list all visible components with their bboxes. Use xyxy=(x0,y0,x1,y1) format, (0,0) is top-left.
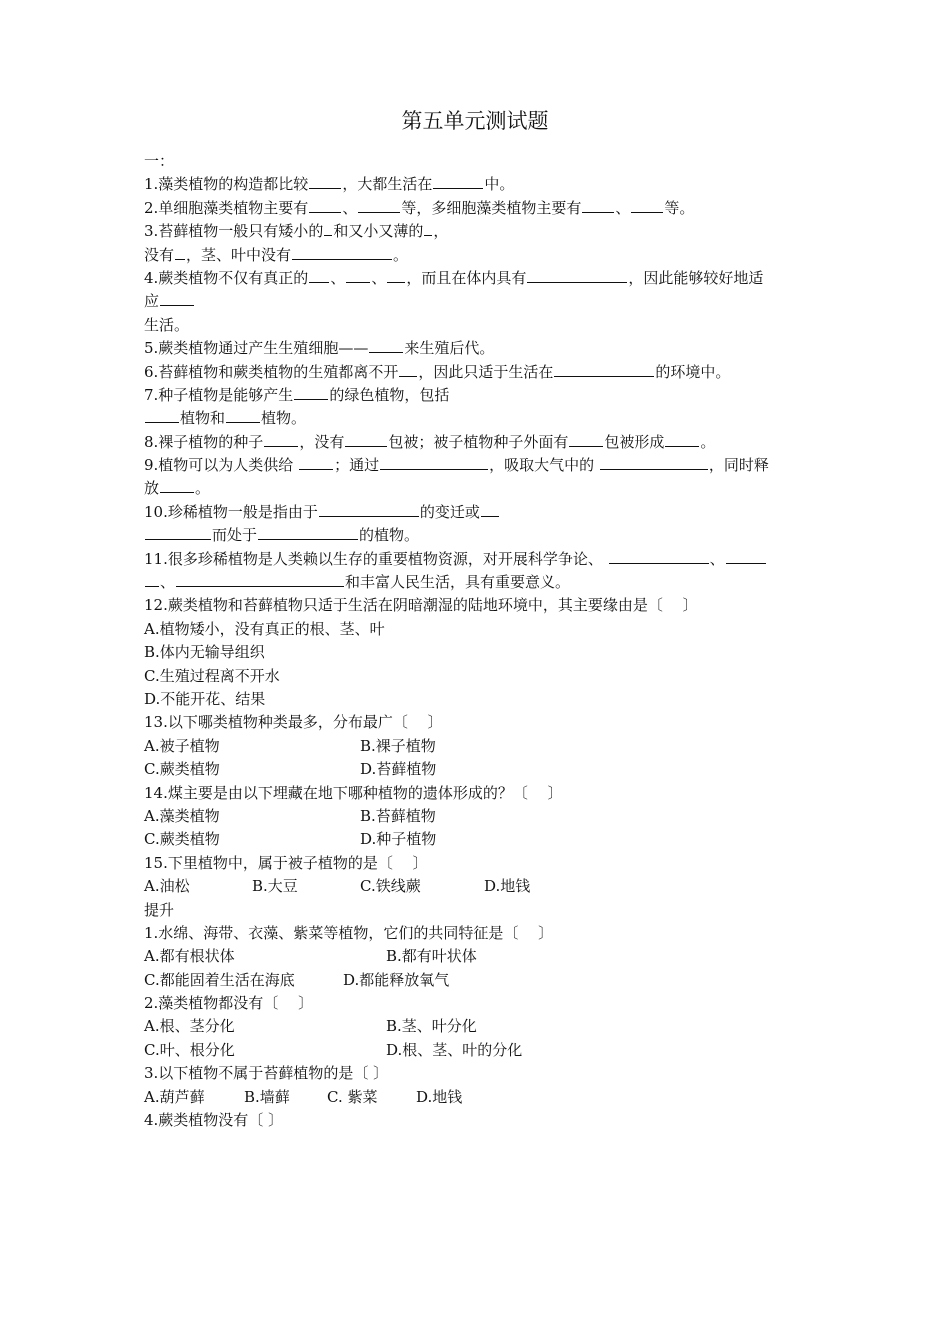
answer-option: D.苔藓植物 xyxy=(360,760,437,779)
question-text: 15.下里植物中，属于被子植物的是〔 〕 xyxy=(144,853,428,872)
answer-option: C.蕨类植物 xyxy=(144,760,220,779)
fill-in-blank xyxy=(176,571,344,587)
question-line xyxy=(144,267,812,290)
question-line xyxy=(144,594,812,617)
question-text: 2.藻类植物都没有〔 〕 xyxy=(144,994,314,1013)
question-line xyxy=(144,454,812,477)
answer-option: A.葫芦藓 xyxy=(144,1087,205,1106)
question-text: 、 xyxy=(371,268,387,287)
question-text: 、 xyxy=(160,573,176,592)
answer-option: C.叶、根分化 xyxy=(144,1040,235,1059)
question-text: 13.以下哪类植物种类最多，分布最广〔 〕 xyxy=(144,713,443,732)
question-line xyxy=(144,992,812,1015)
question-line xyxy=(144,220,812,243)
fill-in-blank xyxy=(160,290,194,306)
answer-option: A.被子植物 xyxy=(144,736,220,755)
question-text: ，因此能够较好地适 xyxy=(628,268,764,287)
fill-in-blank xyxy=(309,267,329,283)
question-text: 12.蕨类植物和苔藓植物只适于生活在阴暗潮湿的陆地环境中，其主要缘由是〔 〕 xyxy=(144,596,698,615)
question-line xyxy=(144,548,812,571)
fill-in-blank xyxy=(309,197,341,213)
question-line xyxy=(144,618,812,641)
fill-in-blank xyxy=(258,524,358,540)
question-text: 放 xyxy=(144,479,160,498)
fill-in-blank xyxy=(264,431,298,447)
fill-in-blank xyxy=(345,431,387,447)
question-line xyxy=(144,899,812,922)
fill-in-blank xyxy=(481,501,499,517)
question-text: 4.蕨类植物不仅有真正的 xyxy=(144,268,309,287)
question-line xyxy=(144,407,812,430)
question-text: 11.很多珍稀植物是人类赖以生存的重要植物资源，对开展科学争论、 xyxy=(144,549,608,568)
question-text: ，因此只适于生活在 xyxy=(418,362,554,381)
question-line xyxy=(144,688,812,711)
answer-option: B.大豆 xyxy=(252,877,298,896)
answer-option: D.都能释放氧气 xyxy=(343,970,450,989)
question-line xyxy=(144,1062,812,1085)
answer-options xyxy=(144,1015,812,1038)
answer-option: B.裸子植物 xyxy=(360,736,436,755)
fill-in-blank xyxy=(726,548,766,564)
answer-options xyxy=(144,735,812,758)
question-text: 提升 xyxy=(144,900,175,919)
answer-option: D.地钱 xyxy=(484,877,531,896)
answer-options xyxy=(144,875,812,898)
question-line xyxy=(144,477,812,500)
question-line xyxy=(144,922,812,945)
question-text: 3.以下植物不属于苔藓植物的是〔 〕 xyxy=(144,1064,389,1083)
fill-in-blank xyxy=(145,524,211,540)
fill-in-blank xyxy=(609,548,709,564)
answer-option: C.蕨类植物 xyxy=(144,830,220,849)
question-line xyxy=(144,197,812,220)
answer-option: A.油松 xyxy=(144,877,190,896)
fill-in-blank xyxy=(145,571,159,587)
question-line xyxy=(144,524,812,547)
fill-in-blank xyxy=(309,173,341,189)
question-text: 包被；被子植物种子外面有 xyxy=(388,432,569,451)
question-text: 的变迁或 xyxy=(419,502,480,521)
fill-in-blank xyxy=(380,454,488,470)
answer-option: C.都能固着生活在海底 xyxy=(144,970,295,989)
question-line xyxy=(144,665,812,688)
question-text: 包被形成 xyxy=(604,432,665,451)
answer-option: C.铁线蕨 xyxy=(360,877,421,896)
question-text: 4.蕨类植物没有〔 〕 xyxy=(144,1111,284,1130)
question-text: 、 xyxy=(342,198,358,217)
question-text: 9.植物可以为人类供给 xyxy=(144,456,299,475)
question-text: 和又小又薄的 xyxy=(333,222,424,241)
question-text: 5.蕨类植物通过产生生殖细胞—— xyxy=(144,339,369,358)
answer-options xyxy=(144,945,812,968)
question-line xyxy=(144,641,812,664)
question-text: C.生殖过程离不开水 xyxy=(144,666,280,685)
question-text: 14.煤主要是由以下埋藏在地下哪种植物的遗体形成的？〔 〕 xyxy=(144,783,563,802)
question-text: 而处于 xyxy=(212,526,258,545)
answer-option: A.根、茎分化 xyxy=(144,1017,235,1036)
question-line xyxy=(144,337,812,360)
question-line xyxy=(144,244,812,267)
question-text: 8.裸子植物的种子 xyxy=(144,432,264,451)
question-line xyxy=(144,1109,812,1132)
fill-in-blank xyxy=(299,454,333,470)
answer-option: D.根、茎、叶的分化 xyxy=(386,1040,523,1059)
question-text: 、 xyxy=(709,549,725,568)
question-text: 生活。 xyxy=(144,315,190,334)
answer-options xyxy=(144,828,812,851)
question-text: 没有 xyxy=(144,245,175,264)
question-line xyxy=(144,361,812,384)
answer-options xyxy=(144,758,812,781)
question-text: 和丰富人民生活，具有重要意义。 xyxy=(345,573,571,592)
question-text: 的绿色植物，包括 xyxy=(329,385,450,404)
answer-option: A.藻类植物 xyxy=(144,806,220,825)
fill-in-blank xyxy=(600,454,708,470)
fill-in-blank xyxy=(145,407,179,423)
question-line xyxy=(144,501,812,524)
question-line xyxy=(144,571,812,594)
fill-in-blank xyxy=(369,337,403,353)
question-line xyxy=(144,173,812,196)
question-text: ，吸取大气中的 xyxy=(489,456,599,475)
question-line xyxy=(144,384,812,407)
question-text: 的植物。 xyxy=(359,526,420,545)
question-text: ，大都生活在 xyxy=(342,175,433,194)
question-text: B.体内无输导组织 xyxy=(144,643,265,662)
fill-in-blank xyxy=(554,361,654,377)
fill-in-blank xyxy=(160,477,194,493)
fill-in-blank xyxy=(175,244,185,260)
fill-in-blank xyxy=(665,431,699,447)
question-text: ，没有 xyxy=(299,432,345,451)
fill-in-blank xyxy=(631,197,663,213)
question-text: 。 xyxy=(700,432,716,451)
fill-in-blank xyxy=(346,267,370,283)
question-line xyxy=(144,431,812,454)
section-heading: 一： xyxy=(144,152,175,170)
question-text: 3.苔藓植物一般只有矮小的 xyxy=(144,222,324,241)
question-text: 、 xyxy=(330,268,346,287)
fill-in-blank xyxy=(294,384,328,400)
question-line xyxy=(144,290,812,313)
fill-in-blank xyxy=(358,197,400,213)
fill-in-blank xyxy=(433,173,483,189)
question-line xyxy=(144,314,812,337)
question-text: 2.单细胞藻类植物主要有 xyxy=(144,198,309,217)
page-title: 第五单元测试题 xyxy=(401,109,549,133)
answer-option: B.墙藓 xyxy=(244,1087,290,1106)
question-text: 等，多细胞藻类植物主要有 xyxy=(401,198,582,217)
question-text: ，茎、叶中没有 xyxy=(186,245,292,264)
answer-option: B.都有叶状体 xyxy=(386,947,477,966)
question-text: 来生殖后代。 xyxy=(404,339,495,358)
fill-in-blank xyxy=(387,267,405,283)
fill-in-blank xyxy=(292,244,392,260)
question-text: A.植物矮小，没有真正的根、茎、叶 xyxy=(144,619,385,638)
answer-option: D.种子植物 xyxy=(360,830,437,849)
fill-in-blank xyxy=(424,220,432,236)
question-text: 1.水绵、海带、衣藻、紫菜等植物，它们的共同特征是〔 〕 xyxy=(144,923,554,942)
fill-in-blank xyxy=(324,220,332,236)
answer-options xyxy=(144,805,812,828)
question-text: 1.藻类植物的构造都比较 xyxy=(144,175,309,194)
question-text: 10.珍稀植物一般是指由于 xyxy=(144,502,318,521)
question-list xyxy=(144,150,812,1132)
question-text: 的环境中。 xyxy=(655,362,731,381)
fill-in-blank xyxy=(527,267,627,283)
fill-in-blank xyxy=(582,197,614,213)
answer-options xyxy=(144,969,812,992)
fill-in-blank xyxy=(319,501,419,517)
answer-options xyxy=(144,1039,812,1062)
fill-in-blank xyxy=(569,431,603,447)
question-text: 7.种子植物是能够产生 xyxy=(144,385,294,404)
question-line xyxy=(144,711,812,734)
question-text: 中。 xyxy=(484,175,515,194)
question-text: 。 xyxy=(393,245,409,264)
answer-option: A.都有根状体 xyxy=(144,947,235,966)
question-text: 等。 xyxy=(664,198,695,217)
question-text: 应 xyxy=(144,292,160,311)
question-line xyxy=(144,852,812,875)
question-line xyxy=(144,782,812,805)
question-text: 植物。 xyxy=(261,409,307,428)
answer-option: B.茎、叶分化 xyxy=(386,1017,477,1036)
fill-in-blank xyxy=(226,407,260,423)
answer-option: C. 紫菜 xyxy=(327,1087,378,1106)
question-text: ；通过 xyxy=(334,456,380,475)
question-text: 、 xyxy=(615,198,631,217)
question-text: ，同时释 xyxy=(708,456,769,475)
answer-option: B.苔藓植物 xyxy=(360,806,436,825)
answer-options xyxy=(144,1086,812,1109)
fill-in-blank xyxy=(399,361,417,377)
question-text: 6.苔藓植物和蕨类植物的生殖都离不开 xyxy=(144,362,399,381)
question-text: 。 xyxy=(195,479,211,498)
question-text: D.不能开花、结果 xyxy=(144,689,266,708)
answer-option: D.地钱 xyxy=(416,1087,463,1106)
question-text: 植物和 xyxy=(180,409,226,428)
question-text: ，而且在体内具有 xyxy=(406,268,527,287)
question-text: ， xyxy=(433,222,449,241)
